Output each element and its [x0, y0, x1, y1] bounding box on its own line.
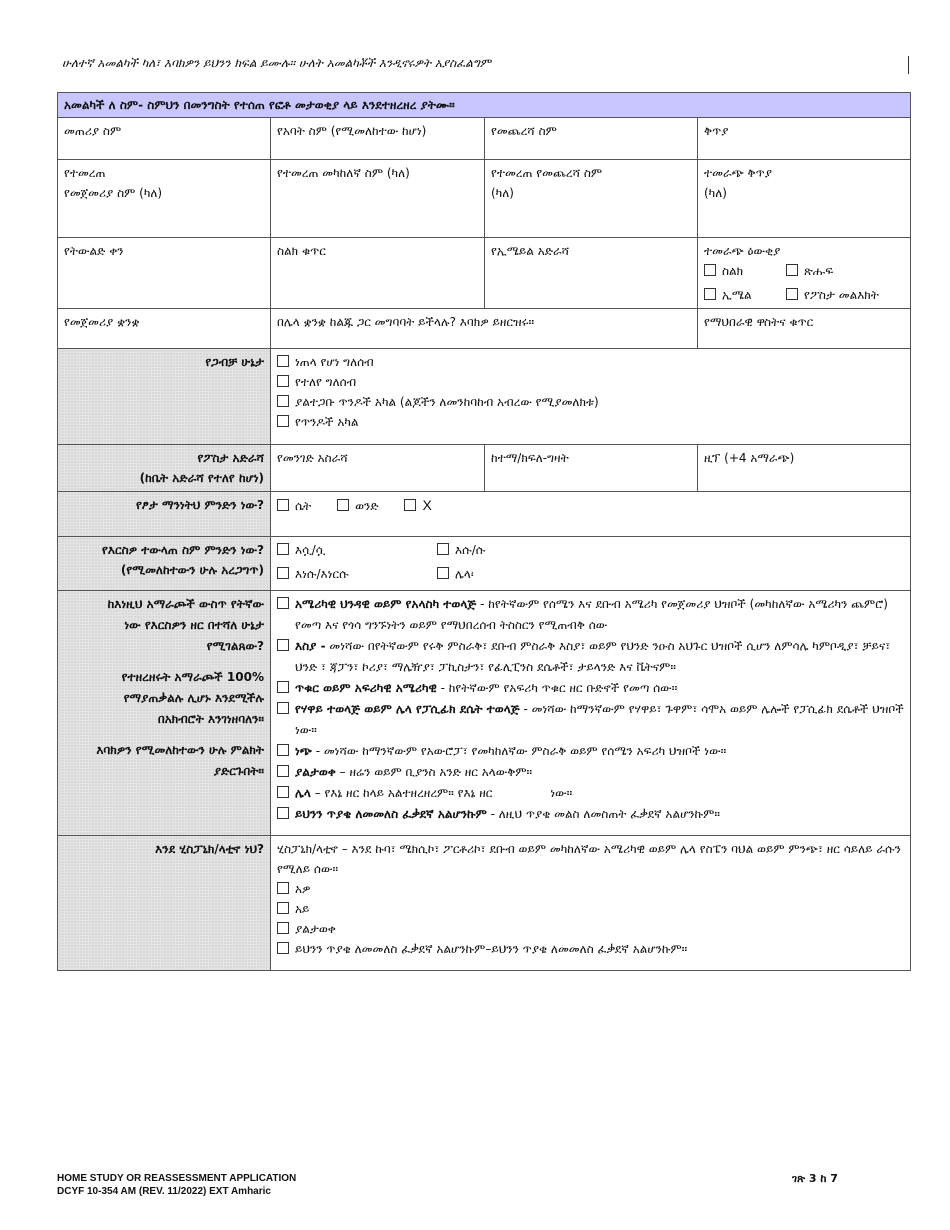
checkbox[interactable]	[277, 807, 289, 819]
race-option-black[interactable]: ጥቁር ወይም አፍሪካዊ አሜሪካዊ - ከየትኛውም የአፍሪካ ጥቁር ዘር ቡድኖች የመጣ ሰው።	[277, 678, 904, 699]
gender-option-female[interactable]: ሴት	[277, 496, 311, 516]
checkbox[interactable]	[277, 902, 289, 914]
checkbox[interactable]	[277, 702, 289, 714]
margin-bar	[908, 56, 909, 74]
page-number: ገጽ 3 ከ 7	[792, 1172, 838, 1185]
checkbox[interactable]	[277, 567, 289, 579]
ssn-field[interactable]	[698, 309, 911, 349]
street-field[interactable]	[271, 445, 485, 492]
gender-label: የፆታ ማንነትህ ምንድን ነው?	[58, 492, 271, 537]
first-name-field[interactable]	[58, 118, 271, 160]
checkbox[interactable]	[277, 499, 289, 511]
email-field[interactable]	[485, 238, 698, 309]
checkbox[interactable]	[277, 942, 289, 954]
hispanic-option-no[interactable]: አይ	[277, 899, 904, 919]
pronoun-option-she[interactable]: እሷ/ሷ	[277, 540, 437, 560]
preferred-suffix-label-2: (ካለ)	[704, 186, 727, 200]
primary-language-field[interactable]	[58, 309, 271, 349]
footer	[57, 1172, 296, 1198]
zip-label: ዚፕ (+4 አማራጭ)	[704, 451, 795, 465]
section-header: አመልካች ለ ስም- ስምህን በመንግስት የተሰጠ የፎቶ መታወቂያ ላይ እንደተዘረዘረ ያትሙ።	[58, 93, 911, 118]
marital-option-separated[interactable]: የተለየ ግለሰብ	[277, 372, 904, 392]
other-language-label: በሌላ ቋንቋ ከልጁ ጋር መግባባት ይችላሉ? እባክዎ ይዘርዝሩ።	[277, 315, 535, 329]
race-option-other[interactable]: ሌላ – የእኔ ዘር ከላይ አልተዘረዘረም። የእኔ ዘር ነው።	[277, 783, 904, 804]
primary-language-label: የመጀመሪያ ቋንቋ	[64, 315, 140, 329]
checkbox[interactable]	[404, 499, 416, 511]
hispanic-label: እንደ ሂስፓኒክ/ላቲኖ ነህ?	[58, 836, 271, 971]
marital-status-options	[271, 349, 911, 445]
pronoun-option-he[interactable]: እሱ/ሱ	[437, 540, 904, 560]
city-label: ከተማ/ክፍለ-ግዛት	[491, 451, 569, 465]
hispanic-description: ሂስፓኒክ/ላቲኖ – እንደ ኩባ፣ ሜክሲኮ፣ ፖርቶሪኮ፣ ደቡብ ወይም መካከለኛው አሜሪካዊ ወይም ሌላ የስፔን ባህል ወይም ምንጭ፣ ዘር ሳይለይ ራሱን የሚለይ ሰው።	[277, 842, 901, 876]
middle-name-field[interactable]	[271, 118, 485, 160]
marital-option-unmarried-couple[interactable]: ያልተጋቡ ጥንዶች አካል (ልጆችን ለመንከባከብ አብረው የሚያመለክቱ)	[277, 392, 904, 412]
suffix-field[interactable]	[698, 118, 911, 160]
checkbox[interactable]	[786, 288, 798, 300]
race-option-pacific-islander[interactable]: የሃዋይ ተወላጅ ወይም ሌላ የፓሲፊክ ደሴት ተወላጅ - መነሻው ከማንኛውም የሃዋይ፣ ጉዋም፣ ሳሞአ ወይም ሌሎች የፓሲፊክ ደሴቶች ህዝቦች ነው።	[277, 699, 904, 741]
marital-option-couple[interactable]: የጥንዶች አካል	[277, 412, 904, 432]
mailing-address-label: የፖስታ አድራሻ (ከቤት አድራሻ የተለየ ከሆነ)	[58, 445, 271, 492]
email-label: የኢሜይል አድራሻ	[491, 244, 570, 258]
checkbox[interactable]	[277, 744, 289, 756]
checkbox[interactable]	[277, 882, 289, 894]
checkbox[interactable]	[277, 543, 289, 555]
checkbox[interactable]	[437, 543, 449, 555]
checkbox[interactable]	[277, 375, 289, 387]
preferred-suffix-field[interactable]	[698, 160, 911, 238]
pronoun-option-they[interactable]: እነሱ/እነርሱ	[277, 564, 437, 584]
other-language-field[interactable]	[271, 309, 698, 349]
preferred-last-label-1: የተመረጠ የመጨረሻ ስም	[491, 166, 603, 180]
checkbox[interactable]	[277, 395, 289, 407]
preferred-first-label-1: የተመረጠ	[64, 166, 106, 180]
preferred-middle-name-field[interactable]	[271, 160, 485, 238]
phone-field[interactable]	[271, 238, 485, 309]
gender-options	[271, 492, 911, 537]
contact-option-phone[interactable]: ስልክ	[704, 261, 786, 281]
suffix-label: ቅጥያ	[704, 124, 729, 138]
preferred-last-name-field[interactable]	[485, 160, 698, 238]
race-label: ከእነዚህ አማራጮች ውስጥ የትኛው ነው የእርስዎን ዘር በተሻለ ሁኔታ የሚገልጸው? የተዘረዘሩት አማራጮች 100% የማያጠቃልሉ ሊሆኑ እንደሚችሉ በአክብሮት እንገነዘባለን። እባክዎን የሚመለከተውን ሁሉ ምልክት ያድርጉበት።	[58, 591, 271, 836]
footer-title: HOME STUDY OR REASSESSMENT APPLICATION	[57, 1173, 297, 1184]
marital-status-label: የጋብቻ ሁኔታ	[58, 349, 271, 445]
contact-option-text[interactable]: ጽሑፍ	[786, 261, 904, 281]
checkbox[interactable]	[277, 597, 289, 609]
city-field[interactable]	[485, 445, 698, 492]
checkbox[interactable]	[277, 765, 289, 777]
hispanic-option-unknown[interactable]: ያልታወቀ	[277, 919, 904, 939]
dob-field[interactable]	[58, 238, 271, 309]
race-option-decline[interactable]: ይህንን ጥያቄ ለመመለስ ፈቃደኛ አልሆንኩም - ለዚህ ጥያቄ መልስ ለመስጠት ፈቃደኛ አልሆንኩም።	[277, 804, 904, 825]
preferred-suffix-label-1: ተመራጭ ቅጥያ	[704, 166, 772, 180]
checkbox[interactable]	[277, 639, 289, 651]
checkbox[interactable]	[786, 264, 798, 276]
top-note: ሁለተኛ አመልካች ካለ፣ እባክዎን ይህንን ክፍል ይሙሉ። ሁለት አመልካቾች እንዲኖሩዎት አያስፈልግም	[62, 56, 492, 70]
checkbox[interactable]	[277, 786, 289, 798]
applicant-b-form	[57, 92, 911, 971]
last-name-field[interactable]	[485, 118, 698, 160]
checkbox[interactable]	[437, 567, 449, 579]
last-name-label: የመጨረሻ ስም	[491, 124, 557, 138]
zip-field[interactable]	[698, 445, 911, 492]
pronoun-option-other[interactable]: ሌላ፡	[437, 564, 904, 584]
contact-preference-label: ተመራጭ ዕውቂያ	[704, 244, 781, 258]
checkbox[interactable]	[704, 288, 716, 300]
checkbox[interactable]	[704, 264, 716, 276]
checkbox[interactable]	[337, 499, 349, 511]
race-option-white[interactable]: ነጭ - መነሻው ከማንኛውም የአውሮፓ፣ የመካከለኛው ምስራቅ ወይም የሰሜን አፍሪካ ህዝቦች ነው።	[277, 741, 904, 762]
checkbox[interactable]	[277, 681, 289, 693]
ssn-label: የማህበራዊ ዋስትና ቁጥር	[704, 315, 814, 329]
preferred-first-name-field[interactable]	[58, 160, 271, 238]
dob-label: የትውልድ ቀን	[64, 244, 124, 258]
race-option-unknown[interactable]: ያልታወቀ – ዘሬን ወይም ቢያንስ አንድ ዘር አላውቅም።	[277, 762, 904, 783]
hispanic-options	[271, 836, 911, 971]
gender-option-male[interactable]: ወንድ	[337, 496, 379, 516]
race-option-native-american[interactable]: አሜሪካዊ ህንዳዊ ወይም የአላስካ ተወላጅ - ከየትኛውም የሰሜን እና ደቡብ አሜሪካ የመጀመሪያ ህዝቦች (መካከለኛው አሜሪካን ጨምሮ) የመጣ እና የጎሳ ግንኙነትን ወይም የማህበረሰብ ትስስርን የሚጠብቅ ሰው	[277, 594, 904, 636]
middle-name-label: የአባት ስም (የሚመለከተው ከሆነ)	[277, 124, 427, 138]
first-name-label: መጠሪያ ስም	[64, 124, 122, 138]
gender-option-x[interactable]: X	[404, 495, 431, 516]
contact-option-mail[interactable]: የፖስታ መልእክት	[786, 285, 904, 305]
pronoun-label: የእርስዎ ተውላጠ ስም ምንድን ነው? (የሚመለከተውን ሁሉ አረጋግጥ)	[58, 537, 271, 591]
hispanic-option-decline[interactable]: ይህንን ጥያቄ ለመመለስ ፈቃደኛ አልሆንኩም–ይህንን ጥያቄ ለመመለስ ፈቃደኛ አልሆንኩም።	[277, 939, 904, 959]
checkbox[interactable]	[277, 355, 289, 367]
preferred-middle-label: የተመረጠ መካከለኛ ስም (ካለ)	[277, 166, 410, 180]
preferred-first-label-2: የመጀመሪያ ስም (ካለ)	[64, 186, 163, 200]
contact-option-email[interactable]: ኢሜል	[704, 285, 786, 305]
pronoun-options	[271, 537, 911, 591]
footer-form-id: DCYF 10-354 AM (REV. 11/2022) EXT Amharic	[57, 1186, 271, 1197]
preferred-last-label-2: (ካለ)	[491, 186, 514, 200]
phone-label: ስልክ ቁጥር	[277, 244, 326, 258]
street-label: የመንገድ አስራሻ	[277, 451, 348, 465]
contact-preference-field	[698, 238, 911, 309]
race-option-asian[interactable]: እስያ - መነሻው በየትኛውም የሩቅ ምስራቅ፣ ደቡብ ምስራቅ እስያ፣ ወይም የህንድ ንዑስ አህጉር ህዝቦች ሲሆን ለምሳሌ ካምቦዲያ፣ ቻይና፣ ህንድ ፣ ጃፓን፣ ኮሪያ፣ ማሌዥያ፣ ፓኪስታን፣ የፊሊፒንስ ደሴቶች፣ ታይላንድ እና ቬትናም።	[277, 636, 904, 678]
checkbox[interactable]	[277, 415, 289, 427]
marital-option-single[interactable]: ነጠላ የሆነ ግለሰብ	[277, 352, 904, 372]
checkbox[interactable]	[277, 922, 289, 934]
race-options	[271, 591, 911, 836]
hispanic-option-yes[interactable]: አዎ	[277, 879, 904, 899]
